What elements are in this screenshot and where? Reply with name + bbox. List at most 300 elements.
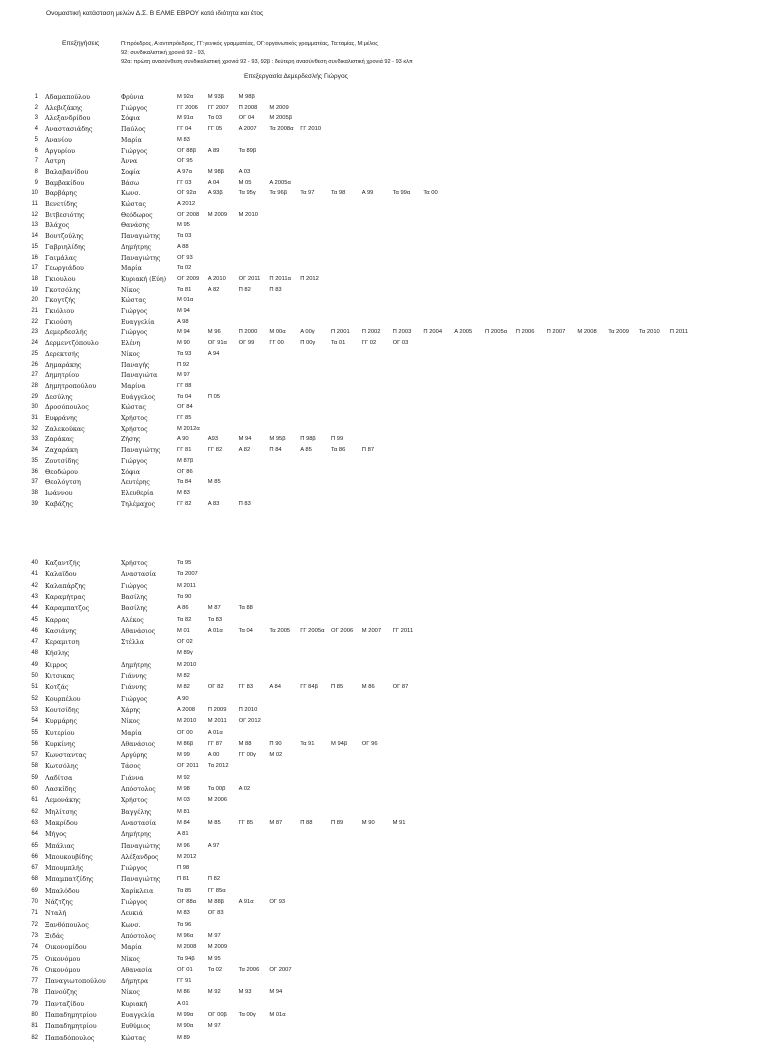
member-given-name: Κώστας	[121, 201, 146, 208]
member-surname: Ζουτσίδης	[45, 456, 79, 465]
member-number: 12	[31, 211, 38, 218]
member-surname: Βαρβάρης	[45, 189, 77, 198]
member-row	[0, 818, 768, 829]
member-row	[0, 648, 768, 659]
member-given-name: Αθανάσιος	[121, 627, 156, 635]
member-surname: Κιτσικας	[45, 672, 75, 680]
member-given-name: Αθανάσιος	[121, 740, 156, 748]
member-row	[0, 242, 768, 253]
member-row	[0, 488, 768, 499]
role-year-entry: ΟΓ 87	[392, 684, 409, 691]
member-given-name: Γιώργος	[121, 582, 148, 590]
member-number: 62	[31, 808, 38, 815]
role-year-entry: Τα 02	[207, 966, 223, 973]
role-year-entry: Μ 88	[238, 740, 252, 747]
member-number: 38	[31, 489, 38, 496]
role-year-entry: Μ 94β	[331, 740, 348, 747]
role-year-entry: Μ 89	[177, 1034, 190, 1041]
member-given-name: Δημήτρης	[121, 831, 152, 839]
member-surname: Αλεξανδρίδου	[45, 114, 91, 123]
member-surname: Καραμήτρας	[45, 592, 86, 601]
member-row	[0, 569, 768, 580]
member-number: 53	[31, 706, 38, 713]
member-row	[0, 716, 768, 727]
member-row	[0, 1033, 768, 1044]
member-surname: Μακρίδου	[45, 818, 78, 827]
role-year-entry: Π 2004	[423, 329, 443, 336]
role-year-entry: Μ 98β	[238, 94, 255, 100]
member-number: 57	[31, 752, 38, 759]
member-surname: Γκογτζής	[45, 296, 76, 305]
member-row	[0, 92, 768, 103]
member-number: 76	[31, 966, 38, 973]
role-year-entry: Τα 85	[177, 887, 192, 894]
role-year-entry: Π 00γ	[300, 340, 316, 347]
role-year-entry: Τα 04	[177, 393, 192, 400]
member-row	[0, 370, 768, 381]
member-given-name: Λευκιά	[121, 910, 143, 918]
role-year-entry: Π 2001	[331, 329, 350, 336]
member-number: 8	[34, 168, 38, 175]
role-year-entry: Τα 90	[177, 593, 192, 600]
member-number: 54	[31, 718, 38, 725]
member-surname: Αργυρίου	[45, 146, 76, 155]
member-given-name: Τάσος	[121, 763, 141, 771]
member-surname: Αλεβιζάκης	[45, 103, 83, 112]
member-number: 56	[31, 740, 38, 747]
member-surname: Αδαμαπούλου	[45, 93, 90, 101]
role-year-entry: Α 2005α	[269, 179, 291, 186]
member-number: 73	[31, 932, 38, 939]
member-number: 71	[31, 910, 38, 917]
member-row	[0, 694, 768, 705]
member-given-name: Ευθύμιος	[121, 1023, 151, 1031]
role-year-entry: Μ 98β	[207, 168, 225, 175]
role-year-entry: Μ 2009	[207, 211, 228, 218]
role-year-entry: Π 2010	[238, 706, 258, 713]
member-given-name: Χρήστος	[121, 415, 148, 422]
role-year-entry: Μ 2008	[577, 329, 597, 336]
role-year-entry: Μ 83	[177, 910, 190, 917]
member-number: 17	[31, 265, 38, 272]
member-given-name: Αναστασία	[121, 819, 157, 827]
role-year-entry: Τα 94β	[177, 955, 195, 962]
member-number: 75	[31, 955, 38, 962]
page-title: Ονομαστική κατάσταση μελών Δ.Σ. Β ΕΛΜΕ ΕΒΡΟΥ κατά ιδιότητα και έτος	[46, 10, 264, 17]
role-year-entry: Τα 03	[207, 115, 223, 122]
role-year-entry: Μ 2005β	[269, 115, 293, 122]
role-year-entry: Μ 2008	[177, 944, 197, 951]
member-surname: Λασκίδης	[45, 785, 77, 793]
member-surname: Βενετίδης	[45, 200, 78, 208]
member-row	[0, 360, 768, 371]
member-number: 20	[31, 297, 38, 304]
role-year-entry: Π 2011α	[269, 275, 292, 282]
member-row	[0, 434, 768, 445]
role-year-entry: Α 02	[238, 786, 251, 792]
member-given-name: Δήμητρα	[121, 978, 149, 986]
role-year-entry: Μ 81	[177, 808, 190, 815]
member-surname: Μπουμπλής	[45, 864, 84, 873]
member-number: 82	[31, 1034, 38, 1041]
member-given-name: Ζήσης	[121, 436, 141, 444]
role-year-entry: ΟΓ 88α	[177, 899, 197, 905]
role-year-entry: Μ 90α	[177, 1023, 194, 1030]
member-given-name: Γιάννης	[121, 673, 147, 680]
member-row	[0, 413, 768, 424]
member-number: 41	[31, 571, 38, 578]
role-year-entry: ΓΓ 2007	[207, 104, 229, 111]
role-year-entry: Τα 00β	[207, 786, 226, 792]
member-row	[0, 124, 768, 135]
role-year-entry: Μ 86β	[177, 740, 194, 747]
member-row	[0, 306, 768, 317]
member-row	[0, 424, 768, 435]
member-row	[0, 317, 768, 328]
role-year-entry: Α 89	[207, 147, 220, 154]
member-given-name: Απόστολος	[121, 786, 156, 793]
legend-line: Π:πρόεδρος, Α:αντιπρόεδρος, ΓΓ:γενικός γραμματέας, ΟΓ:οργανωτικός γραμματέας, Τα:ταμίας, Μ:μέλος	[121, 41, 378, 47]
member-surname: Ζαχαράκη	[45, 446, 78, 455]
legend-label: Επεξηγήσεις	[62, 40, 100, 47]
member-surname: Κυρκίνης	[45, 739, 76, 748]
member-row	[0, 999, 768, 1010]
role-year-entry: Μ 86	[177, 989, 190, 996]
role-year-entry: ΟΓ 2008	[177, 211, 200, 218]
role-year-entry: Α 97	[207, 842, 220, 849]
member-surname: Δροσόπουλος	[45, 403, 89, 412]
member-given-name: Αλέκος	[121, 616, 144, 624]
role-year-entry: Μ 03	[177, 797, 190, 804]
member-given-name: Παύλος	[121, 126, 146, 134]
role-year-entry: ΓΓ 85	[238, 819, 254, 826]
member-given-name: Κωνσ.	[121, 190, 141, 198]
role-year-entry: Τα 01	[331, 340, 346, 347]
member-number: 13	[31, 222, 38, 229]
role-year-entry: Τα 83	[207, 616, 223, 623]
member-given-name: Κώστας	[121, 297, 146, 305]
role-year-entry: ΓΓ 82	[207, 447, 223, 454]
member-given-name: Σόφια	[121, 468, 141, 476]
role-year-entry: Π 2000	[238, 329, 258, 336]
role-year-entry: ΓΓ 03	[177, 179, 192, 186]
member-row	[0, 682, 768, 693]
member-given-name: Δημήτρης	[121, 243, 152, 251]
member-row	[0, 705, 768, 716]
member-number: 5	[34, 136, 38, 143]
member-number: 74	[31, 944, 38, 951]
role-year-entry: Τα 2007	[177, 571, 198, 578]
member-given-name: Γιώργος	[121, 865, 148, 873]
member-given-name: Γιώργος	[121, 457, 148, 465]
role-year-entry: ΓΓ 2011	[392, 627, 414, 634]
role-year-entry: Μ 2009	[269, 104, 289, 111]
member-row	[0, 637, 768, 648]
member-surname: Δημητροπούλου	[45, 381, 97, 390]
role-year-entry: Τα 84	[177, 479, 192, 486]
role-year-entry: Τα 2009	[608, 329, 629, 336]
role-year-entry: Μ 01α	[269, 1012, 286, 1018]
role-year-entry: Α 86	[177, 605, 189, 612]
member-row	[0, 392, 768, 403]
role-year-entry: Α 88	[177, 243, 189, 250]
role-year-entry: ΓΓ 84β	[300, 684, 318, 691]
member-surname: Παπαδόπουλος	[45, 1033, 95, 1042]
member-number: 58	[31, 763, 38, 770]
member-given-name: Ευαγγελία	[121, 318, 155, 326]
role-year-entry: Π 92	[177, 361, 190, 368]
member-surname: Οικονόμου	[45, 954, 81, 963]
role-year-entry: ΟΓ 92α	[177, 190, 197, 197]
member-row	[0, 863, 768, 874]
role-year-entry: Μ 95	[177, 222, 190, 229]
role-year-entry: Μ 90	[361, 819, 375, 826]
member-number: 52	[31, 695, 38, 702]
role-year-entry: ΓΓ 85α	[207, 887, 226, 894]
member-surname: Κυρμάρης	[45, 717, 78, 726]
role-year-entry: Μ 96α	[177, 932, 194, 939]
member-number: 49	[31, 661, 38, 668]
role-year-entry: Μ 83	[177, 136, 190, 143]
role-year-entry: Μ 84	[177, 819, 190, 826]
member-number: 37	[31, 479, 38, 486]
legend-line: 92: συνδικαλιστική χρονιά 92 - 93,	[121, 50, 206, 56]
role-year-entry: Π 82	[238, 286, 251, 293]
role-year-entry: Τα 93	[177, 350, 192, 357]
role-year-entry: Μ 96	[207, 329, 221, 336]
role-year-entry: ΟΓ 2011	[238, 275, 261, 282]
role-year-entry: Μ 2010	[238, 211, 258, 218]
role-year-entry: Α 04	[207, 179, 220, 186]
member-surname: Παναγιωτοπούλου	[45, 977, 106, 986]
role-year-entry: Α 94	[207, 350, 220, 357]
member-given-name: Αθανασία	[121, 966, 153, 974]
member-surname: Βλάχος	[45, 221, 70, 230]
member-surname: Γκιούση	[45, 317, 72, 326]
member-given-name: Νίκος	[121, 955, 140, 963]
member-given-name: Κώστας	[121, 404, 146, 412]
member-given-name: Νίκος	[121, 350, 140, 358]
role-year-entry: Α 90	[177, 695, 189, 702]
role-year-entry: Μ 94	[238, 436, 252, 443]
member-given-name: Άννα	[121, 158, 138, 166]
role-year-entry: Μ 92	[177, 774, 190, 781]
role-year-entry: Π 2012	[300, 275, 319, 282]
member-surname: Κωνσταντας	[45, 751, 87, 760]
role-year-entry: ΟΓ 2009	[177, 275, 200, 282]
role-year-entry: ΓΓ 2010	[300, 126, 322, 133]
member-given-name: Γιάννης	[121, 684, 147, 692]
member-number: 77	[31, 978, 38, 985]
role-year-entry: Μ 2010	[177, 718, 197, 725]
member-number: 63	[31, 819, 38, 826]
member-number: 55	[31, 729, 38, 736]
member-given-name: Μαρία	[121, 265, 142, 273]
role-year-entry: Α 82	[207, 286, 220, 293]
role-year-entry: Μ 82	[177, 673, 190, 679]
role-year-entry: Α 98	[177, 318, 189, 325]
role-year-entry: ΓΓ 81	[177, 447, 192, 454]
role-year-entry: Α 90	[177, 436, 189, 443]
member-given-name: Χρήστος	[121, 560, 148, 567]
member-surname: Καβάζης	[45, 499, 73, 508]
member-number: 27	[31, 372, 38, 379]
member-surname: Κεραμιτση	[45, 638, 80, 647]
role-year-entry: Π 05	[207, 393, 221, 400]
role-year-entry: Τα 96	[177, 921, 192, 928]
member-given-name: Νίκος	[121, 286, 140, 294]
role-year-entry: ΟΓ 96	[361, 740, 378, 747]
member-row	[0, 795, 768, 806]
member-row	[0, 445, 768, 456]
member-number: 33	[31, 436, 38, 443]
member-surname: Μπουκουβίδης	[45, 852, 93, 861]
member-number: 59	[31, 774, 38, 781]
member-given-name: Χαρίκλεια	[121, 887, 154, 895]
member-number: 2	[34, 104, 38, 111]
member-row	[0, 113, 768, 124]
member-given-name: Γιώργος	[121, 308, 148, 315]
member-number: 22	[31, 318, 38, 325]
member-given-name: Βασίλης	[121, 593, 148, 601]
role-year-entry: Π 2005α	[485, 329, 508, 336]
role-year-entry: Μ 82	[177, 684, 190, 691]
role-year-entry: Α 2010	[207, 275, 226, 282]
role-year-entry: Α 83	[207, 500, 220, 507]
role-year-entry: Μ 2006	[207, 797, 228, 804]
member-number: 1	[34, 94, 38, 100]
role-year-entry: Π 84	[269, 447, 282, 454]
role-year-entry: Μ 95	[207, 955, 221, 962]
member-given-name: Σόφια	[121, 115, 141, 123]
member-row	[0, 592, 768, 603]
member-surname: Κουρπέλου	[45, 694, 81, 703]
member-row	[0, 1021, 768, 1032]
role-year-entry: Τα 2012	[207, 763, 229, 770]
member-given-name: Παναγιώτης	[121, 447, 161, 455]
role-year-entry: Π 98β	[300, 436, 316, 443]
role-year-entry: Α 97α	[177, 168, 192, 175]
member-number: 16	[31, 254, 38, 261]
role-year-entry: Μ 86	[361, 684, 375, 691]
member-given-name: Κυριακή (Εύη)	[121, 275, 166, 283]
member-surname: Οικονόμου	[45, 965, 81, 974]
role-year-entry: Π 2003	[392, 329, 412, 336]
role-year-entry: ΟΓ 88β	[177, 147, 197, 154]
role-year-entry: ΓΓ 88	[177, 382, 192, 389]
member-surname: Μπαλόδου	[45, 886, 80, 895]
member-surname: Παπαδημητρίου	[45, 1022, 97, 1031]
member-given-name: Κωνσ.	[121, 921, 141, 929]
member-number: 30	[31, 404, 38, 411]
member-surname: Βουτζούλης	[45, 232, 84, 241]
member-given-name: Παναγιώτα	[121, 372, 158, 380]
member-given-name: Γιώργος	[121, 329, 148, 337]
role-year-entry: Α 2007	[238, 126, 257, 133]
member-number: 43	[31, 593, 38, 600]
member-row	[0, 231, 768, 242]
role-year-entry: ΟΓ 95	[177, 158, 193, 165]
member-number: 28	[31, 382, 38, 389]
role-year-entry: Α 84	[269, 684, 281, 691]
role-year-entry: ΟΓ 84	[177, 404, 193, 411]
role-year-entry: ΓΓ 05	[207, 126, 223, 133]
role-year-entry: Τα 2006	[238, 966, 260, 973]
role-year-entry: Α93	[207, 436, 219, 443]
role-year-entry: Μ 01	[177, 627, 190, 634]
member-row	[0, 807, 768, 818]
member-number: 26	[31, 361, 38, 368]
role-year-entry: Π 81	[177, 876, 190, 883]
role-year-entry: Π 87	[361, 447, 375, 454]
member-surname: Δημαράκης	[45, 360, 82, 369]
role-year-entry: Μ 92α	[177, 94, 194, 100]
member-row	[0, 477, 768, 488]
member-surname: Μπάλιας	[45, 841, 75, 850]
member-surname: Ιωάννου	[45, 488, 73, 497]
member-given-name: Ευάγγελος	[121, 393, 156, 401]
role-year-entry: Μ 99α	[177, 1012, 194, 1018]
member-number: 51	[31, 684, 38, 691]
member-given-name: Κώστας	[121, 1034, 146, 1042]
role-year-entry: Τα 99α	[392, 190, 411, 197]
role-year-entry: ΓΓ 91	[177, 978, 192, 985]
role-year-entry: ΓΓ 04	[177, 126, 192, 133]
role-year-entry: Α 2008	[177, 706, 196, 713]
member-row	[0, 987, 768, 998]
member-given-name: Θανάσης	[121, 222, 150, 230]
member-number: 81	[31, 1023, 38, 1030]
member-row	[0, 558, 768, 569]
member-row	[0, 965, 768, 976]
role-year-entry: ΟΓ 2011	[177, 763, 199, 770]
member-number: 69	[31, 887, 38, 894]
member-row	[0, 499, 768, 510]
member-surname: Κωτσόλης	[45, 762, 79, 771]
role-year-entry: Μ 2012	[177, 853, 197, 860]
role-year-entry: Μ 2010	[177, 661, 197, 668]
role-year-entry: Τα 82	[177, 616, 192, 623]
member-surname: Καλαπάρζης	[45, 581, 86, 590]
member-given-name: Κυριακή	[121, 1000, 148, 1008]
member-surname: Πανταζίδου	[45, 999, 85, 1008]
member-given-name: Γιώργος	[121, 104, 148, 112]
member-given-name: Γιάννα	[121, 774, 144, 782]
member-number: 32	[31, 425, 38, 432]
member-row	[0, 188, 768, 199]
member-number: 60	[31, 786, 38, 792]
member-row	[0, 603, 768, 614]
role-year-entry: Μ 87β	[177, 457, 194, 464]
role-year-entry: Μ 2011	[207, 718, 227, 725]
member-number: 78	[31, 989, 38, 996]
role-year-entry: Μ 94	[177, 329, 190, 336]
member-row	[0, 156, 768, 167]
role-year-entry: Π 99	[331, 436, 344, 443]
member-number: 48	[31, 650, 38, 657]
member-number: 35	[31, 457, 38, 464]
supervisor-credit: Επεξεργασία Δεμερδεσλής Γιώργος	[244, 73, 348, 80]
role-year-entry: Μ 02	[269, 752, 283, 759]
member-row	[0, 739, 768, 750]
member-given-name: Αναστασία	[121, 571, 157, 579]
member-given-name: Χάρης	[121, 706, 141, 714]
member-number: 19	[31, 286, 38, 293]
member-number: 6	[34, 147, 38, 154]
role-year-entry: Μ 89γ	[177, 650, 193, 657]
role-year-entry: Π 2009	[207, 706, 227, 713]
member-row	[0, 626, 768, 637]
